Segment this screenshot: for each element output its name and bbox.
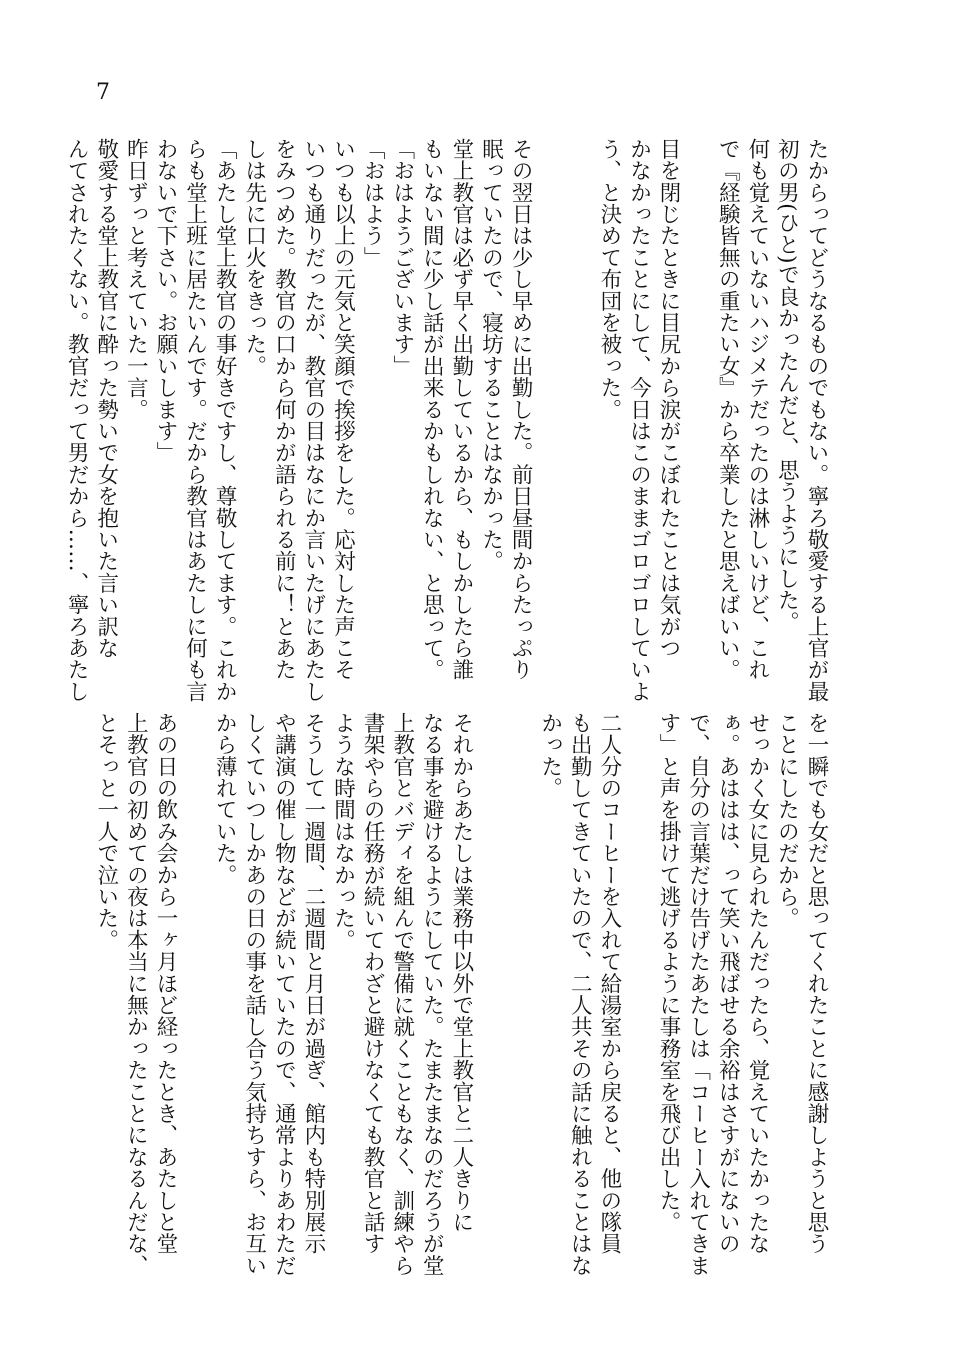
text-line: ような時間はなかった。 xyxy=(330,712,356,951)
text-line: 敬愛する堂上教官に酔った勢いで女を抱いた言い訳な xyxy=(93,138,119,659)
text-line: もいない間に少し話が出来るかもしれない、と思って。 xyxy=(419,138,445,681)
text-line: しくていつしかあの日の事を話し合う気持ちすら、お互い xyxy=(241,712,267,1277)
text-line: 眠っていたので、寝坊することはなかった。 xyxy=(478,138,504,572)
text-line: ぁ。あははは、って笑い飛ばせる余裕はさすがにないの xyxy=(715,712,741,1255)
text-line: う、と決めて布団を被った。 xyxy=(596,138,622,421)
blank-line xyxy=(683,138,713,693)
upper-text-block xyxy=(62,138,831,703)
text-line: で、自分の言葉だけ告げたあたしは「コーヒー入れてきま xyxy=(685,712,711,1277)
text-line: なる事を避けるようにしていた。たまたまなのだろうが堂 xyxy=(419,712,445,1277)
text-line: 目を閉じたときに目尻から涙がこぼれたことは気がつ xyxy=(656,138,682,659)
blank-line xyxy=(565,138,595,693)
text-line: 上教官の初めての夜は本当に無かったことになるんだな、 xyxy=(123,712,149,1277)
text-line: 二人分のコーヒーを入れて給湯室から戻ると、他の隊員 xyxy=(596,712,622,1255)
text-line: たからってどうなるものでもない。寧ろ敬愛する上官が最 xyxy=(804,138,829,703)
blank-line xyxy=(535,138,565,693)
text-line: 上教官とバディを組んで警備に就くこともなく、訓練やら xyxy=(389,712,415,1277)
text-line: とそっと一人で泣いた。 xyxy=(93,712,119,951)
text-line: いつも通りだったが、教官の目はなにか言いたげにあたし xyxy=(300,138,326,703)
text-line: で『経験皆無の重たい女』から卒業したと思えばいい。 xyxy=(715,138,741,681)
text-line: その翌日は少し早めに出勤した。前日昼間からたっぷり xyxy=(508,138,534,681)
text-line: をみつめた。教官の口から何かが語られる前に！とあた xyxy=(271,138,297,681)
text-line: しは先に口火をきった。 xyxy=(241,138,267,377)
text-line: らも堂上班に居たいんです。だから教官はあたしに何も言 xyxy=(182,138,208,703)
blank-line xyxy=(624,712,654,1267)
text-line: そうして一週間、二週間と月日が過ぎ、館内も特別展示 xyxy=(300,712,326,1255)
text-line: いつも以上の元気と笑顔で挨拶をした。応対した声こそ xyxy=(330,138,356,681)
text-line: かなかったことにして、今日はこのままゴロゴロしていよ xyxy=(626,138,652,703)
text-line: 何も覚えていないハジメテだったのは淋しいけど、これ xyxy=(744,138,770,681)
blank-line xyxy=(180,712,210,1267)
text-line: や講演の催し物などが続いていたので、通常よりあわただ xyxy=(271,712,297,1277)
text-line: わないで下さい。お願いします」 xyxy=(152,138,178,464)
text-line: ことにしたのだから。 xyxy=(774,712,800,929)
lower-text-block xyxy=(91,712,831,1277)
text-line: あの日の飲み会から一ヶ月ほど経ったとき、あたしと堂 xyxy=(152,712,178,1255)
text-line: 堂上教官は必ず早く出勤しているから、もしかしたら誰 xyxy=(448,138,474,681)
text-line: から薄れていた。 xyxy=(212,712,238,886)
text-line: も出勤してきていたので、二人共その話に触れることはな xyxy=(567,712,593,1277)
text-line: 昨日ずっと考えていた一言。 xyxy=(123,138,149,421)
text-line: せっかく女に見られたんだったら、覚えていたかったな xyxy=(744,712,770,1255)
text-line: す」と声を掛けて逃げるように事務室を飛び出した。 xyxy=(656,712,682,1233)
text-line: を一瞬でも女だと思ってくれたことに感謝しようと思う xyxy=(804,712,829,1255)
blank-line xyxy=(505,712,535,1267)
page-number: 7 xyxy=(96,80,110,105)
text-line: 初の男(ひと)で良かったんだと、思うようにした。 xyxy=(774,138,800,633)
text-line: 「おはようございます」 xyxy=(389,138,415,377)
text-line: 「あたし堂上教官の事好きですし、尊敬してます。これか xyxy=(212,138,238,703)
text-line: それからあたしは業務中以外で堂上教官と二人きりに xyxy=(448,712,474,1233)
blank-line xyxy=(476,712,506,1267)
text-line: 書架やらの任務が続いてわざと避けなくても教官と話す xyxy=(360,712,386,1255)
text-line: んてされたくない。教官だって男だから……、寧ろあたし xyxy=(64,138,90,703)
text-line: 「おはよう」 xyxy=(360,138,386,269)
text-line: かった。 xyxy=(537,712,563,799)
